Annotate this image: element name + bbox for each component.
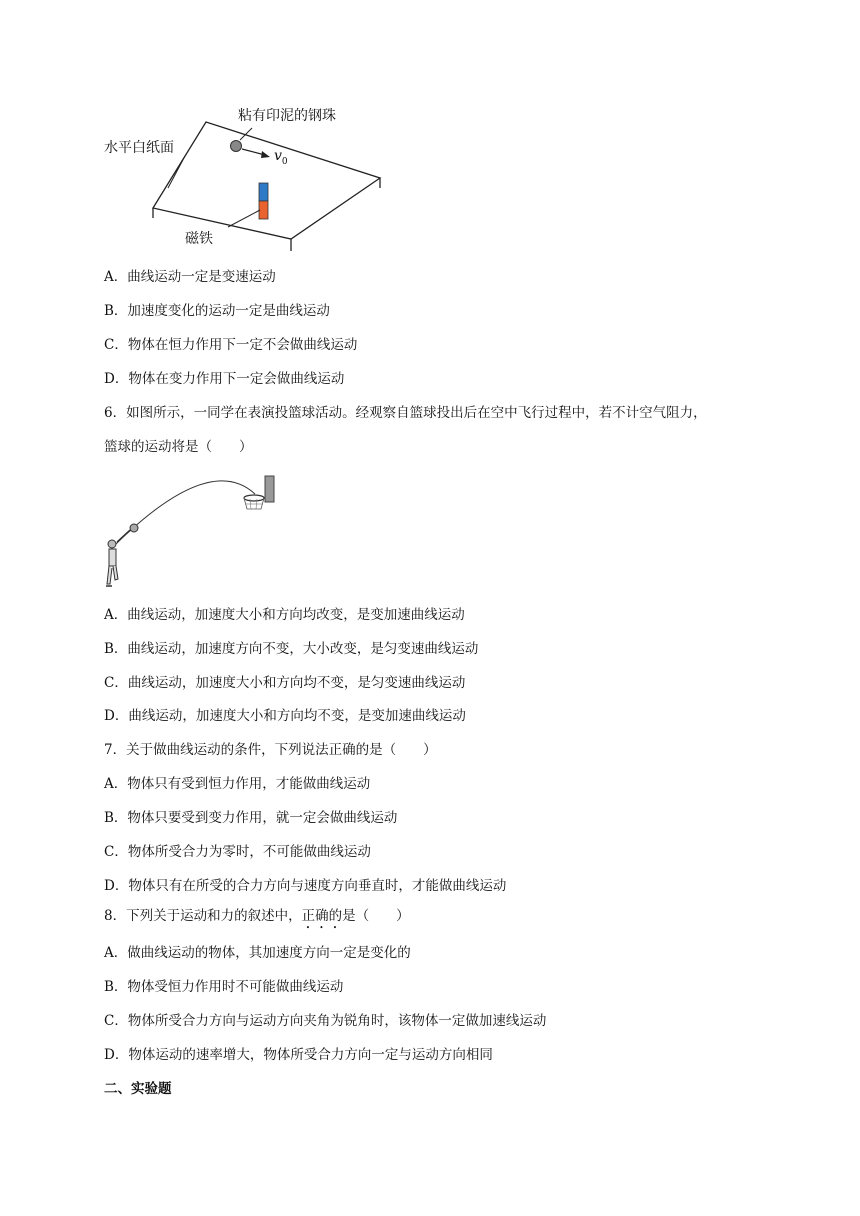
q6-option-a: A．曲线运动，加速度大小和方向均改变，是变加速曲线运动 (104, 607, 465, 623)
q5-option-c: C．物体在恒力作用下一定不会做曲线运动 (104, 337, 358, 353)
label-v0-main: v (274, 148, 282, 164)
q6-option-d: D．曲线运动，加速度大小和方向均不变，是变加速曲线运动 (104, 708, 466, 724)
section-heading-experiment: 二、实验题 (104, 1081, 172, 1097)
q5-option-a: A．曲线运动一定是变速运动 (104, 269, 276, 285)
basketball (130, 524, 138, 532)
q7-option-a: A．物体只有受到恒力作用，才能做曲线运动 (104, 776, 371, 792)
q8-option-a: A．做曲线运动的物体，其加速度方向一定是变化的 (104, 945, 411, 961)
q8-option-c: C．物体所受合力方向与运动方向夹角为锐角时，该物体一定做加速线运动 (104, 1013, 547, 1029)
magnet-south (259, 201, 268, 219)
basketball-diagram (100, 462, 290, 596)
label-v0-sub: 0 (281, 156, 288, 167)
label-v0 (274, 148, 288, 167)
label-magnet: 磁铁 (185, 231, 213, 247)
hoop (244, 495, 264, 501)
q7-option-b: B．物体只要受到变力作用，就一定会做曲线运动 (104, 810, 398, 826)
q6-stem-line2: 篮球的运动将是（ ） (104, 439, 253, 455)
figure-magnet-ball (100, 100, 400, 260)
label-paper: 水平白纸面 (104, 140, 174, 156)
q6-option-c: C．曲线运动，加速度大小和方向均不变，是匀变速曲线运动 (104, 675, 466, 691)
q5-option-b: B．加速度变化的运动一定是曲线运动 (104, 303, 330, 319)
player (106, 530, 130, 586)
q8-stem-emphasis: 正确的 (301, 908, 343, 924)
q6-option-b: B．曲线运动，加速度方向不变，大小改变，是匀变速曲线运动 (104, 641, 479, 657)
q7-option-c: C．物体所受合力为零时，不可能做曲线运动 (104, 844, 371, 860)
q8-option-b: B．物体受恒力作用时不可能做曲线运动 (104, 979, 344, 995)
figure-basketball (100, 462, 290, 596)
q8-stem (104, 906, 410, 932)
magnet-north (259, 183, 268, 201)
q8-option-d: D．物体运动的速率增大，物体所受合力方向一定与运动方向相同 (104, 1047, 493, 1063)
q7-stem: 7．关于做曲线运动的条件，下列说法正确的是（ ） (104, 742, 437, 758)
steel-ball (231, 141, 242, 152)
q8-stem-before: 8．下列关于运动和力的叙述中， (104, 908, 302, 924)
backboard (265, 476, 274, 502)
q8-stem-after: 是（ ） (342, 908, 410, 924)
q5-option-d: D．物体在变力作用下一定会做曲线运动 (104, 371, 345, 387)
q7-option-d: D．物体只有在所受的合力方向与速度方向垂直时，才能做曲线运动 (104, 878, 507, 894)
q6-stem-line1: 6．如图所示，一同学在表演投篮球活动。经观察自篮球投出后在空中飞行过程中，若不计空气阻力， (104, 405, 707, 421)
label-steel-ball: 粘有印泥的钢珠 (238, 108, 336, 124)
